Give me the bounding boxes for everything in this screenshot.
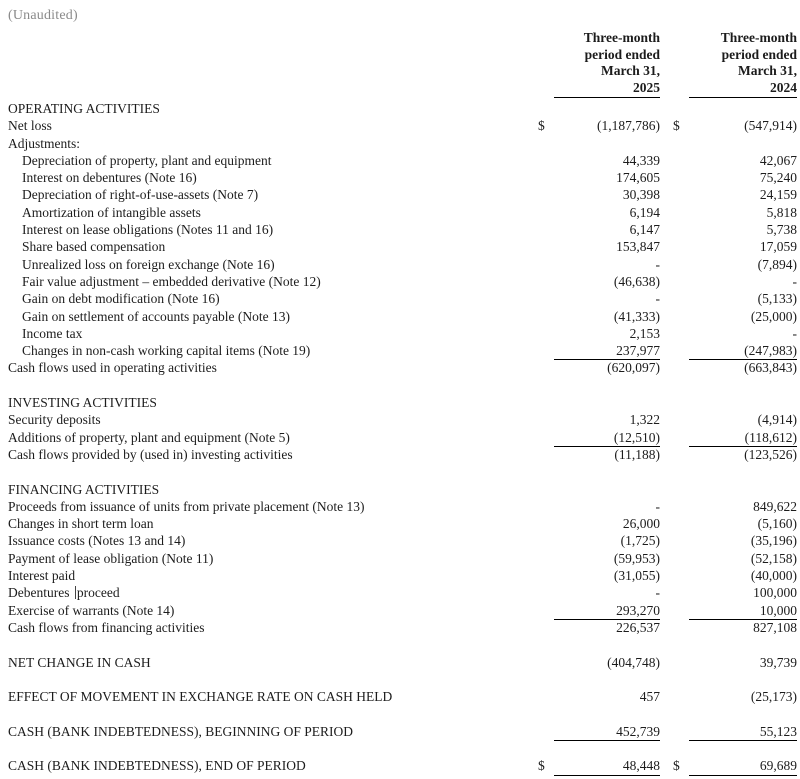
table-row — [0, 256, 797, 273]
row-label: Interest on lease obligations (Notes 11 and 16) — [22, 222, 274, 238]
amount-cell — [673, 723, 797, 741]
section-title: OPERATING ACTIVITIES — [8, 101, 160, 116]
amount-2024: 5,738 — [766, 222, 797, 238]
amount-2024: 42,067 — [759, 152, 797, 168]
row-label: Gain on settlement of accounts payable (Note 13) — [22, 308, 291, 324]
amount-2024: 17,059 — [759, 239, 797, 255]
amount-2025: 26,000 — [622, 516, 660, 532]
amount-2025: - — [655, 291, 660, 307]
amount-2025: 48,448 — [554, 757, 660, 775]
table-row — [0, 290, 797, 307]
amount-2024: (40,000) — [750, 568, 797, 584]
row-label: Adjustments: — [8, 135, 81, 151]
row-label: Fair value adjustment – embedded derivative (Note 12) — [22, 273, 321, 289]
amount-cell — [538, 498, 660, 515]
amount-cell — [673, 498, 797, 515]
amount-cell — [538, 584, 660, 601]
row-label: Share based compensation — [22, 239, 166, 255]
row-label: Changes in non-cash working capital items (Note 19) — [22, 343, 311, 359]
amount-cell — [673, 602, 797, 620]
amount-cell — [538, 325, 660, 342]
table-row — [0, 117, 797, 134]
amount-cell — [673, 654, 797, 671]
amount-2024: (247,983) — [689, 342, 797, 360]
column-header-line: March 31, — [601, 63, 660, 78]
amount-cell — [538, 256, 660, 273]
spacer-row — [0, 377, 797, 394]
row-label: Cash flows used in operating activities — [8, 360, 217, 376]
amount-cell — [538, 411, 660, 428]
table-row — [0, 273, 797, 290]
amount-2024: (5,160) — [757, 516, 797, 532]
amount-cell — [538, 342, 660, 360]
amount-2025: 6,194 — [629, 204, 660, 220]
amount-2024: 55,123 — [689, 723, 797, 741]
amount-2024: (25,000) — [750, 308, 797, 324]
amount-cell — [538, 429, 660, 447]
table-row — [0, 654, 797, 671]
amount-cell — [538, 532, 660, 549]
table-row — [0, 152, 797, 169]
table-row — [0, 515, 797, 532]
amount-2025: (46,638) — [613, 273, 660, 289]
row-label: Debentures proceed — [8, 585, 120, 601]
amount-cell — [538, 688, 660, 705]
amount-cell — [538, 359, 660, 376]
row-label: Gain on debt modification (Note 16) — [22, 291, 220, 307]
table-row — [0, 238, 797, 255]
column-header-line: 2025 — [633, 79, 660, 95]
column-header-line: March 31, — [738, 63, 797, 78]
spacer-row — [0, 705, 797, 722]
amount-cell — [538, 117, 660, 134]
amount-cell — [673, 688, 797, 705]
table-row — [0, 584, 797, 601]
spacer-row — [0, 463, 797, 480]
table-row — [0, 169, 797, 186]
amount-2025: - — [655, 256, 660, 272]
amount-2025: 457 — [639, 689, 660, 705]
table-row — [0, 757, 797, 774]
amount-cell — [673, 152, 797, 169]
amount-cell — [673, 169, 797, 186]
spacer-row — [0, 636, 797, 653]
amount-2025: (1,187,786) — [597, 118, 660, 134]
row-label: CASH (BANK INDEBTEDNESS), BEGINNING OF PERIOD — [8, 723, 354, 739]
amount-2024: (52,158) — [750, 550, 797, 566]
amount-cell — [673, 584, 797, 601]
amount-cell — [538, 204, 660, 221]
table-row — [0, 723, 797, 740]
amount-cell — [673, 186, 797, 203]
amount-2025: 1,322 — [629, 412, 660, 428]
row-label: Payment of lease obligation (Note 11) — [8, 550, 214, 566]
amount-cell — [673, 221, 797, 238]
amount-2025: (12,510) — [554, 429, 660, 447]
table-row — [0, 688, 797, 705]
column-header-2024 — [673, 30, 797, 98]
amount-cell — [673, 429, 797, 447]
table-row — [0, 446, 797, 463]
amount-2025: 293,270 — [554, 602, 660, 620]
amount-cell — [538, 619, 660, 636]
amount-cell — [673, 204, 797, 221]
table-row — [0, 186, 797, 203]
table-row — [0, 359, 797, 376]
amount-cell — [673, 411, 797, 428]
table-row — [0, 135, 797, 152]
row-label: Interest paid — [8, 568, 76, 584]
amount-cell — [538, 567, 660, 584]
statement-rows — [0, 100, 797, 775]
amount-2025: (620,097) — [607, 360, 660, 376]
header-spacer — [0, 30, 538, 98]
amount-2024: 849,622 — [753, 498, 797, 514]
row-label: Cash flows from financing activities — [8, 619, 205, 635]
amount-2024: (4,914) — [757, 412, 797, 428]
amount-cell — [673, 567, 797, 584]
row-label: CASH (BANK INDEBTEDNESS), END OF PERIOD — [8, 758, 306, 774]
amount-2024: - — [792, 325, 797, 341]
amount-2025: (31,055) — [613, 568, 660, 584]
amount-cell — [538, 221, 660, 238]
table-row — [0, 429, 797, 446]
amount-2024: (5,133) — [757, 291, 797, 307]
currency-symbol: $ — [673, 758, 680, 774]
column-header-2025 — [538, 30, 660, 98]
amount-cell — [538, 757, 660, 775]
amount-2025: 30,398 — [622, 187, 660, 203]
section-header-row — [0, 100, 797, 117]
table-row — [0, 204, 797, 221]
amount-2025: (404,748) — [607, 654, 660, 670]
table-row — [0, 411, 797, 428]
table-row — [0, 532, 797, 549]
amount-cell — [538, 515, 660, 532]
column-header-line: Three-month — [720, 30, 797, 45]
spacer-row — [0, 740, 797, 757]
amount-2024: (25,173) — [750, 689, 797, 705]
amount-2025: - — [655, 585, 660, 601]
amount-cell — [538, 186, 660, 203]
amount-cell — [538, 273, 660, 290]
amount-2024: - — [792, 273, 797, 289]
amount-2024: 75,240 — [759, 170, 797, 186]
amount-cell — [673, 238, 797, 255]
amount-cell — [673, 290, 797, 307]
amount-2025: 2,153 — [629, 325, 660, 341]
amount-2025: 237,977 — [554, 342, 660, 360]
row-label: Depreciation of property, plant and equipment — [22, 152, 272, 168]
amount-2024: 100,000 — [753, 585, 797, 601]
amount-cell — [673, 515, 797, 532]
amount-cell — [673, 532, 797, 549]
amount-cell — [673, 273, 797, 290]
amount-cell — [538, 290, 660, 307]
amount-cell — [538, 550, 660, 567]
amount-2025: (1,725) — [620, 533, 660, 549]
amount-2024: (663,843) — [744, 360, 797, 376]
amount-2025: (11,188) — [614, 446, 660, 462]
amount-cell — [673, 619, 797, 636]
table-row — [0, 498, 797, 515]
amount-2024: (123,526) — [744, 446, 797, 462]
amount-2024: (7,894) — [757, 256, 797, 272]
amount-2024: 69,689 — [689, 757, 797, 775]
amount-2025: 226,537 — [616, 619, 660, 635]
currency-symbol: $ — [538, 118, 545, 134]
row-label: Additions of property, plant and equipment (Note 5) — [8, 429, 290, 445]
text-cursor — [75, 586, 76, 599]
table-row — [0, 550, 797, 567]
amount-cell — [673, 342, 797, 360]
section-header-row — [0, 394, 797, 411]
amount-2024: 24,159 — [759, 187, 797, 203]
table-row — [0, 308, 797, 325]
table-row — [0, 567, 797, 584]
column-header-line: 2024 — [770, 79, 797, 95]
amount-2025: (41,333) — [613, 308, 660, 324]
amount-2025: 153,847 — [616, 239, 660, 255]
amount-2025: 174,605 — [616, 170, 660, 186]
amount-cell — [673, 117, 797, 134]
amount-2024: 5,818 — [766, 204, 797, 220]
row-label: Changes in short term loan — [8, 516, 154, 532]
row-label: Income tax — [22, 325, 83, 341]
amount-cell — [538, 446, 660, 463]
amount-cell — [538, 238, 660, 255]
amount-cell — [538, 654, 660, 671]
table-row — [0, 342, 797, 359]
row-label: Security deposits — [8, 412, 101, 428]
row-label: Issuance costs (Notes 13 and 14) — [8, 533, 186, 549]
table-row — [0, 221, 797, 238]
row-label: Amortization of intangible assets — [22, 204, 201, 220]
column-header-line: Three-month — [583, 30, 660, 45]
row-label: EFFECT OF MOVEMENT IN EXCHANGE RATE ON CASH HELD — [8, 689, 393, 705]
row-label: Cash flows provided by (used in) investing activities — [8, 446, 293, 462]
spacer-row — [0, 671, 797, 688]
amount-cell — [673, 308, 797, 325]
amount-cell — [673, 359, 797, 376]
amount-2024: (547,914) — [744, 118, 797, 134]
amount-2025: 44,339 — [622, 152, 660, 168]
amount-2024: (35,196) — [750, 533, 797, 549]
section-header-row — [0, 481, 797, 498]
amount-2024: 10,000 — [689, 602, 797, 620]
amount-cell — [673, 446, 797, 463]
row-label: Proceeds from issuance of units from private placement (Note 13) — [8, 498, 365, 514]
amount-cell — [673, 325, 797, 342]
amount-cell — [673, 757, 797, 775]
row-label: Net loss — [8, 118, 52, 134]
amount-2025: (59,953) — [613, 550, 660, 566]
currency-symbol: $ — [673, 118, 680, 134]
amount-cell — [538, 152, 660, 169]
row-label: Interest on debentures (Note 16) — [22, 170, 197, 186]
amount-2024: 39,739 — [759, 654, 797, 670]
amount-2024: 827,108 — [753, 619, 797, 635]
row-label: NET CHANGE IN CASH — [8, 654, 151, 670]
row-label: Depreciation of right-of-use-assets (Note 7) — [22, 187, 259, 203]
amount-cell — [538, 723, 660, 741]
unaudited-label: (Unaudited) — [8, 8, 78, 23]
amount-2024: (118,612) — [689, 429, 797, 447]
amount-cell — [538, 308, 660, 325]
row-label: Unrealized loss on foreign exchange (Note 16) — [22, 256, 275, 272]
amount-cell — [673, 256, 797, 273]
table-row — [0, 619, 797, 636]
amount-2025: - — [655, 498, 660, 514]
section-title: INVESTING ACTIVITIES — [8, 395, 157, 411]
amount-cell — [538, 602, 660, 620]
table-row — [0, 325, 797, 342]
row-label: Exercise of warrants (Note 14) — [8, 602, 175, 618]
amount-2025: 452,739 — [554, 723, 660, 741]
amount-cell — [673, 550, 797, 567]
section-title: FINANCING ACTIVITIES — [8, 481, 160, 497]
amount-2025: 6,147 — [629, 222, 660, 238]
table-row — [0, 602, 797, 619]
column-header-line: period ended — [721, 46, 797, 62]
amount-cell — [538, 169, 660, 186]
column-headers — [0, 30, 797, 98]
currency-symbol: $ — [538, 758, 545, 774]
column-header-line: period ended — [584, 46, 660, 62]
